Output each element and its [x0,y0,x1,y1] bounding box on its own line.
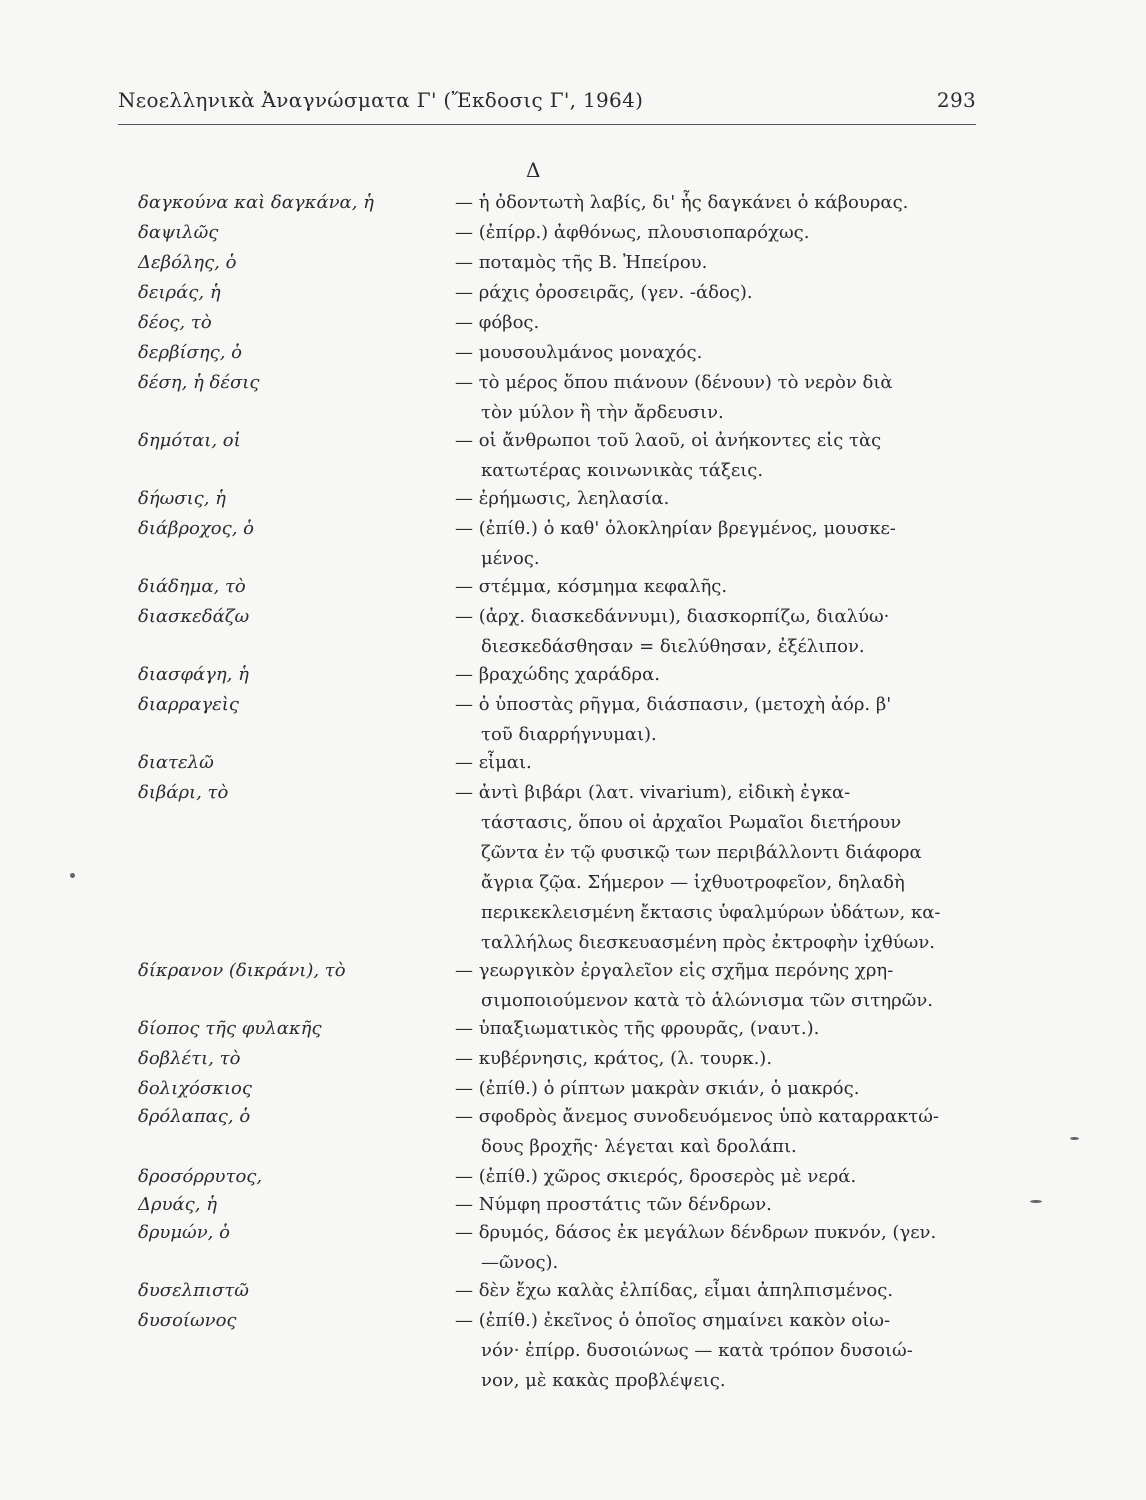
definition-line: — ἡ ὀδοντωτὴ λαβίς, δι' ἧς δαγκάνει ὁ κάβουρας. [455,192,909,213]
definition-line: — ὁ ὑποστὰς ρῆγμα, διάσπασιν, (μετοχὴ ἀόρ. β' [455,694,892,715]
section-letter: Δ [526,158,541,182]
entry-definition [455,956,980,1016]
entry-term: δέση, ἡ δέσις [138,372,260,393]
entry-term: δαψιλῶς [138,222,219,243]
entry-definition [455,1306,980,1396]
definition-line: μένος. [481,548,540,569]
header-rule [118,124,976,125]
definition-line: — Νύμφη προστάτις τῶν δένδρων. [455,1194,772,1215]
definition-line: — (ἐπίθ.) ὁ καθ' ὁλοκληρίαν βρεγμένος, μουσκε- [455,518,896,539]
definition-line: τοῦ διαρρήγνυμαι). [481,724,657,745]
entry-term: διασφάγη, ἡ [138,664,249,685]
definition-line: τάστασις, ὅπου οἱ ἀρχαῖοι Ρωμαῖοι διετήρουν [481,812,902,833]
entry-definition [455,1218,980,1278]
entry-definition [455,484,980,514]
entry-term: δίοπος τῆς φυλακῆς [138,1018,322,1039]
entry-definition [455,426,980,486]
scan-speck [70,873,75,878]
entry-definition [455,1074,980,1104]
entry-term: δρυμών, ὁ [138,1222,230,1243]
entry-definition [455,1102,980,1162]
definition-line: ταλλήλως διεσκευασμένη πρὸς ἐκτροφὴν ἰχθύων. [481,932,936,953]
entry-term: διάβροχος, ὁ [138,518,254,539]
definition-line: νόν· ἐπίρρ. δυσοιώνως — κατὰ τρόπον δυσοιώ- [481,1340,913,1361]
entry-term: διαρραγεὶς [138,694,239,715]
definition-line: — σφοδρὸς ἄνεμος συνοδευόμενος ὑπὸ καταρρακτώ- [455,1106,939,1127]
definition-line: ζῶντα ἐν τῷ φυσικῷ των περιβάλλοντι διάφορα [481,842,922,863]
entry-definition [455,690,980,750]
definition-line: περικεκλεισμένη ἔκτασις ὑφαλμύρων ὑδάτων, κα- [481,902,941,923]
entry-term: δαγκούνα καὶ δαγκάνα, ἡ [138,192,374,213]
definition-line: — ράχις ὀροσειρᾶς, (γεν. -άδος). [455,282,753,303]
entry-term: δυσοίωνος [138,1310,237,1331]
scan-speck [1030,1200,1042,1203]
entry-definition [455,308,980,338]
definition-line: ἄγρια ζῷα. Σήμερον — ἰχθυοτροφεῖον, δηλαδὴ [481,872,905,893]
definition-line: νον, μὲ κακὰς προβλέψεις. [481,1370,726,1391]
definition-line: κατωτέρας κοινωνικὰς τάξεις. [481,460,764,481]
entry-definition [455,514,980,574]
entry-definition [455,660,980,690]
page-header [118,88,976,112]
definition-line: — οἱ ἄνθρωποι τοῦ λαοῦ, οἱ ἀνήκοντες εἰς τὰς [455,430,882,451]
entry-term: δέος, τὸ [138,312,212,333]
entry-definition [455,218,980,248]
definition-line: τὸν μύλον ἢ τὴν ἄρδευσιν. [481,402,724,423]
definition-line: — φόβος. [455,312,540,333]
definition-line: — (ἐπίθ.) ἐκεῖνος ὁ ὁποῖος σημαίνει κακὸν οἰω- [455,1310,891,1331]
definition-line: διεσκεδάσθησαν = διελύθησαν, ἐξέλιπον. [481,636,865,657]
entry-term: δρόλαπας, ὁ [138,1106,251,1127]
definition-line: — (ἀρχ. διασκεδάννυμι), διασκορπίζω, διαλύω· [455,606,890,627]
entry-definition [455,1276,980,1306]
entry-term: δερβίσης, ὁ [138,342,242,363]
entry-term: διασκεδάζω [138,606,250,627]
running-title: Νεοελληνικὰ Ἀναγνώσματα Γ' (Ἔκδοσις Γ', 1964) [118,88,644,112]
definition-line: — μουσουλμάνος μοναχός. [455,342,703,363]
entry-term: δυσελπιστῶ [138,1280,249,1301]
entry-definition [455,248,980,278]
entry-definition [455,338,980,368]
entry-definition [455,572,980,602]
entry-term: δειράς, ἡ [138,282,221,303]
page-number: 293 [936,88,976,112]
entry-definition [455,1014,980,1044]
entry-definition [455,778,980,958]
definition-line: — (ἐπίρρ.) ἀφθόνως, πλουσιοπαρόχως. [455,222,810,243]
definition-line: δους βροχῆς· λέγεται καὶ δρολάπι. [481,1136,797,1157]
entry-term: Δεβόλης, ὁ [138,252,237,273]
entry-term: διβάρι, τὸ [138,782,229,803]
entry-term: δημόται, οἱ [138,430,241,451]
entry-definition [455,1044,980,1074]
entry-term: δροσόρρυτος, [138,1166,263,1187]
entry-term: δοβλέτι, τὸ [138,1048,241,1069]
entry-term: δολιχόσκιος [138,1078,252,1099]
definition-line: — βραχώδης χαράδρα. [455,664,660,685]
definition-line: σιμοποιούμενον κατὰ τὸ ἁλώνισμα τῶν σιτηρῶν. [481,990,934,1011]
definition-line: — γεωργικὸν ἐργαλεῖον εἰς σχῆμα περόνης χρη- [455,960,894,981]
definition-line: — εἶμαι. [455,752,532,773]
definition-line: — στέμμα, κόσμημα κεφαλῆς. [455,576,728,597]
definition-line: — δρυμός, δάσος ἐκ μεγάλων δένδρων πυκνόν, (γεν. [455,1222,937,1243]
entry-term: διατελῶ [138,752,214,773]
definition-line: — (ἐπίθ.) ὁ ρίπτων μακρὰν σκιάν, ὁ μακρός. [455,1078,860,1099]
entry-definition [455,368,980,428]
definition-line: — δὲν ἔχω καλὰς ἐλπίδας, εἶμαι ἀπηλπισμένος. [455,1280,894,1301]
entry-definition [455,1190,980,1220]
entry-definition [455,188,980,218]
definition-line: — ἀντὶ βιβάρι (λατ. vivarium), εἰδικὴ ἐγκα- [455,782,851,803]
definition-line: — ὑπαξιωματικὸς τῆς φρουρᾶς, (ναυτ.). [455,1018,820,1039]
scan-speck [1070,1137,1079,1140]
entry-definition [455,748,980,778]
entry-definition [455,278,980,308]
definition-line: — κυβέρνησις, κράτος, (λ. τουρκ.). [455,1048,773,1069]
entry-definition [455,602,980,662]
definition-line: — τὸ μέρος ὅπου πιάνουν (δένουν) τὸ νερὸν διὰ [455,372,893,393]
entry-term: δίκρανον (δικράνι), τὸ [138,960,346,981]
entry-term: Δρυάς, ἡ [138,1194,217,1215]
entry-definition [455,1162,980,1192]
definition-line: —ῶνος). [481,1252,559,1273]
definition-line: — ἐρήμωσις, λεηλασία. [455,488,670,509]
definition-line: — (ἐπίθ.) χῶρος σκιερός, δροσερὸς μὲ νερά. [455,1166,857,1187]
entry-term: διάδημα, τὸ [138,576,246,597]
definition-line: — ποταμὸς τῆς Β. Ἠπείρου. [455,252,708,273]
entry-term: δήωσις, ἡ [138,488,226,509]
